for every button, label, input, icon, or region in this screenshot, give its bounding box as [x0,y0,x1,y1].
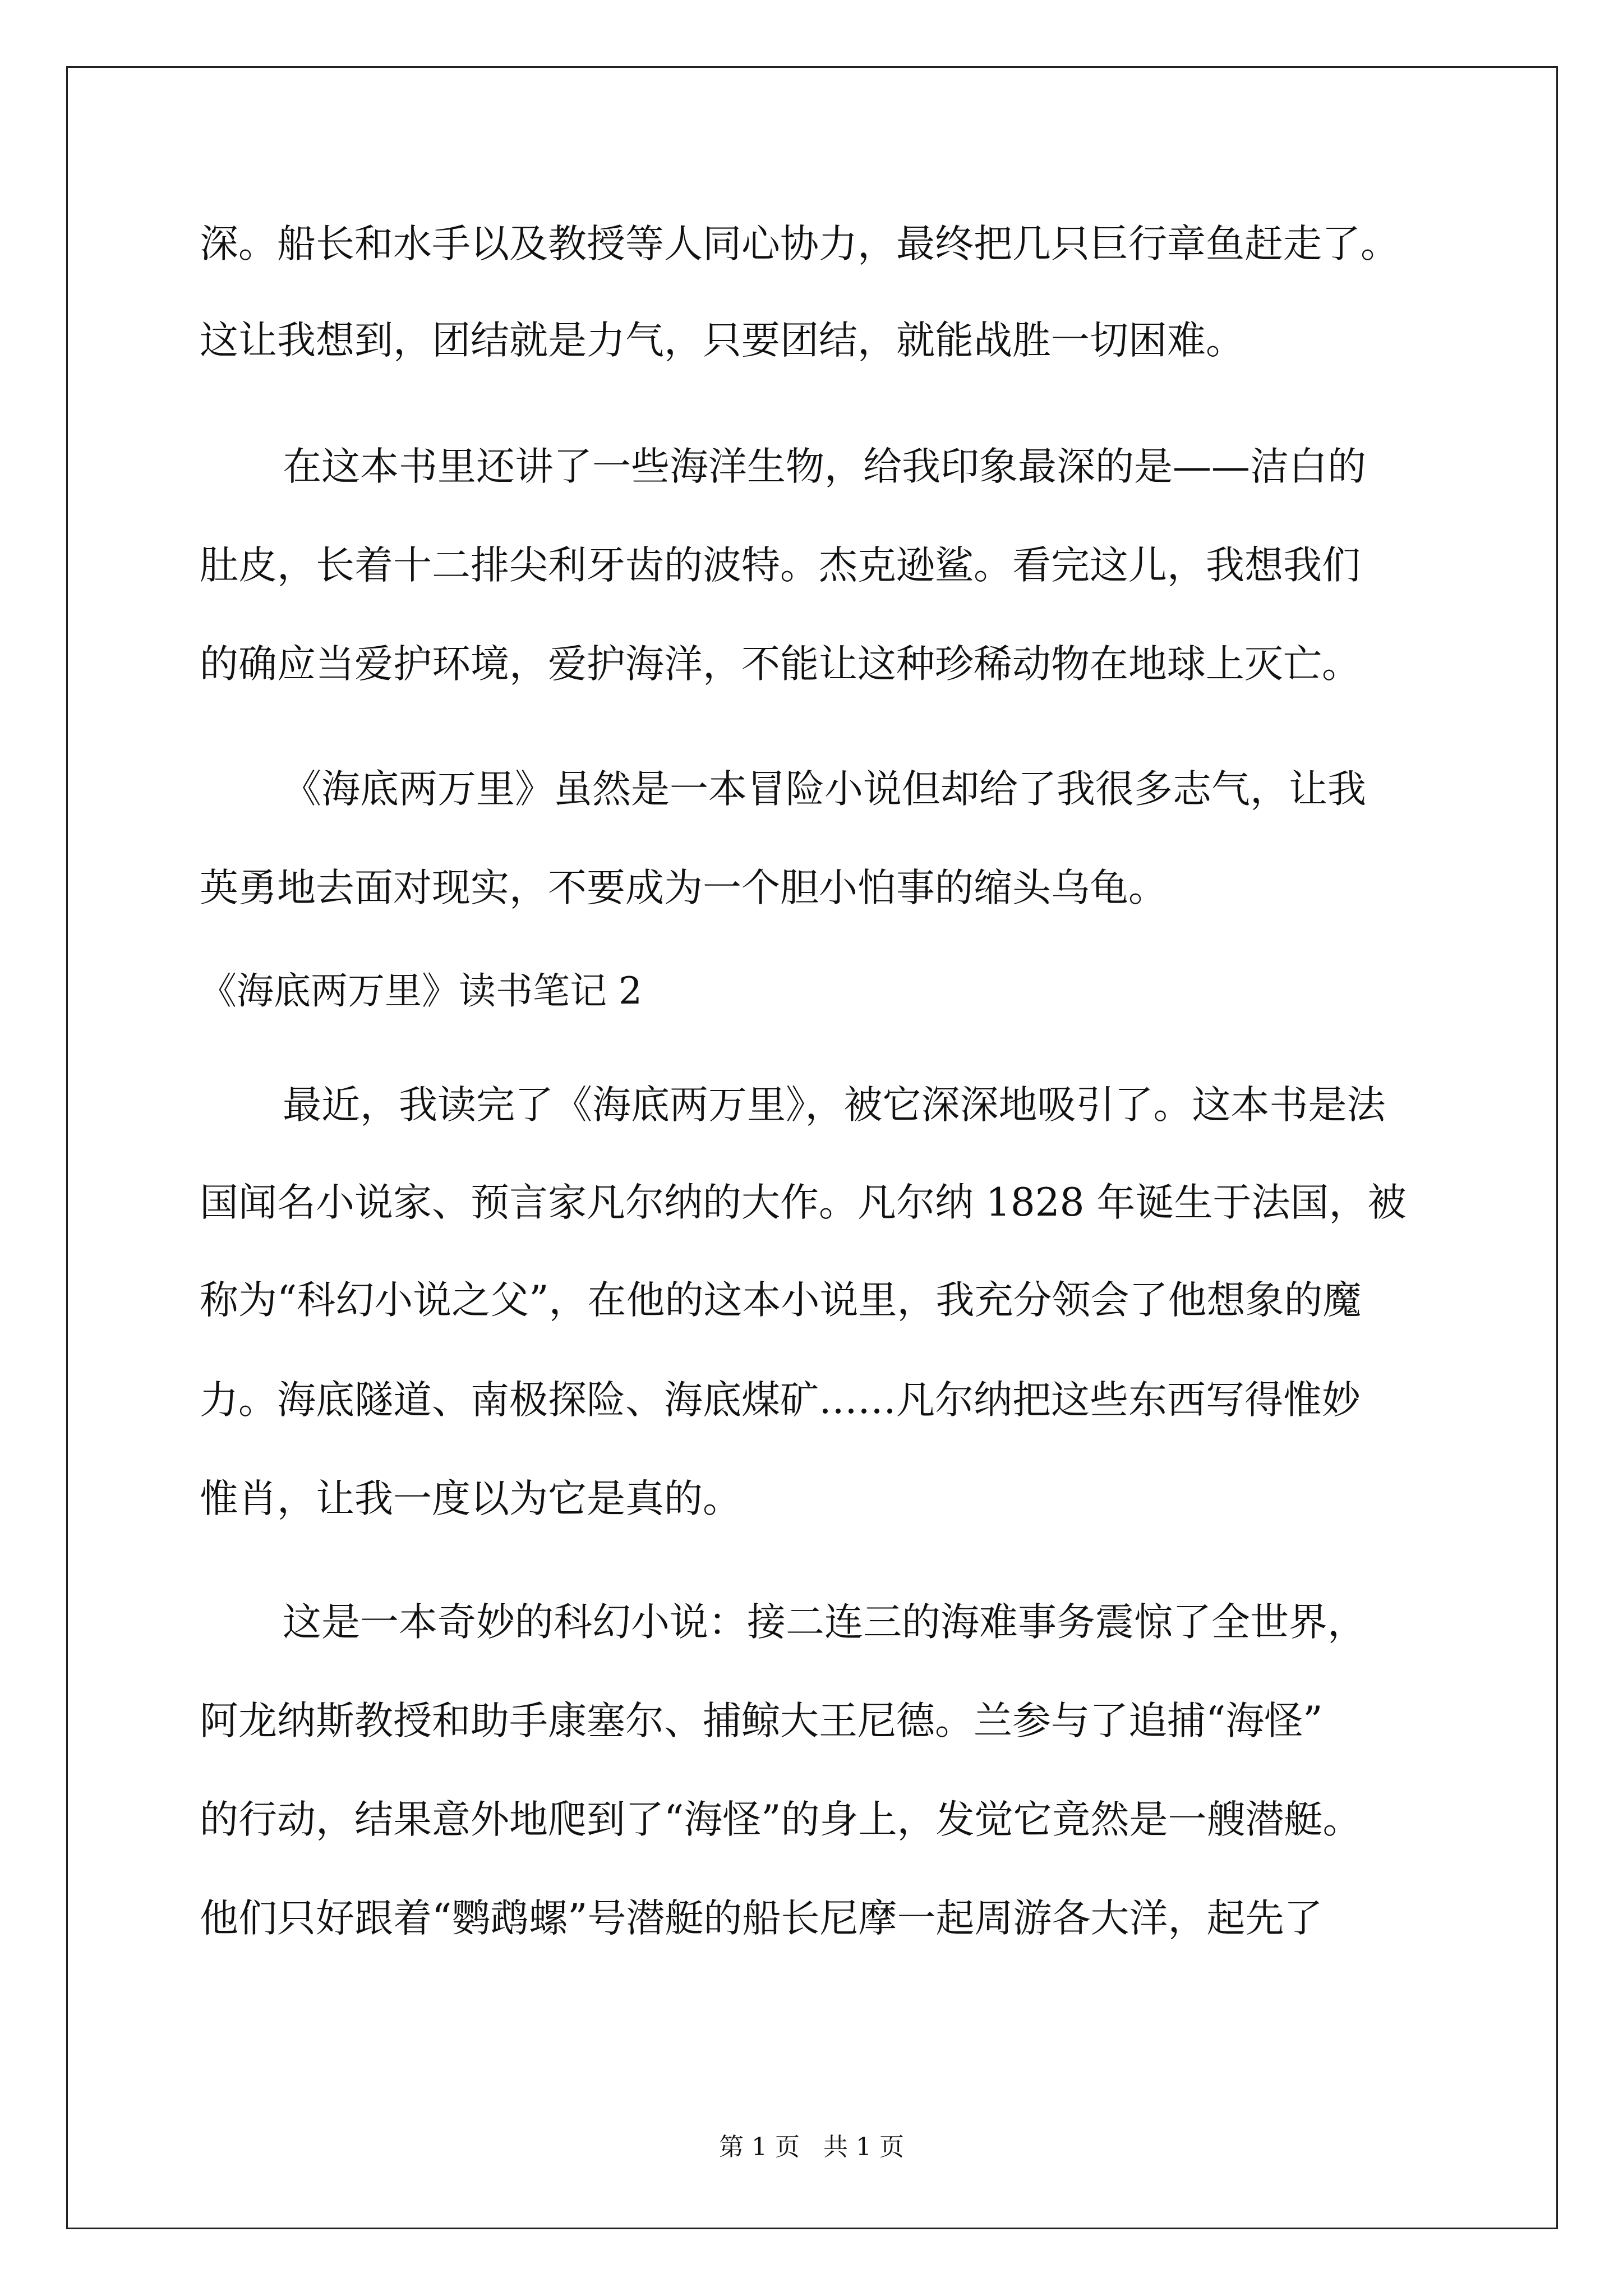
paragraph-line: 他们只好跟着“鹦鹉螺”号潜艇的船长尼摩一起周游各大洋，起先了 [200,1896,1323,1941]
paragraph-line: 阿龙纳斯教授和助手康塞尔、捕鲸大王尼德。兰参与了追捕“海怪” [200,1699,1323,1743]
paragraph-line: 力。海底隧道、南极探险、海底煤矿……凡尔纳把这些东西写得惟妙 [200,1378,1361,1423]
paragraph-line: 肚皮，长着十二排尖利牙齿的波特。杰克逊鲨。看完这儿，我想我们 [200,543,1361,588]
paragraph-line: 国闻名小说家、预言家凡尔纳的大作。凡尔纳 1828 年诞生于法国，被 [200,1180,1407,1225]
page-footer: 第 1 页 共 1 页 [719,2133,904,2161]
paragraph-line: 《海底两万里》虽然是一本冒险小说但却给了我很多志气，让我 [283,767,1366,812]
paragraph-line: 深。船长和水手以及教授等人同心协力，最终把几只巨行章鱼赶走了。 [200,222,1399,266]
paragraph-line: 这让我想到，团结就是力气，只要团结，就能战胜一切困难。 [200,318,1244,363]
paragraph-line: 在这本书里还讲了一些海洋生物，给我印象最深的是——洁白的 [283,444,1366,489]
paragraph-line: 这是一本奇妙的科幻小说：接二连三的海难事务震惊了全世界， [283,1600,1366,1645]
paragraph-line: 最近，我读完了《海底两万里》，被它深深地吸引了。这本书是法 [283,1083,1386,1128]
section-heading: 《海底两万里》读书笔记 2 [200,969,642,1013]
paragraph-line: 的确应当爱护环境，爱护海洋，不能让这种珍稀动物在地球上灭亡。 [200,642,1361,687]
paragraph-line: 惟肖，让我一度以为它是真的。 [200,1476,741,1521]
paragraph-line: 称为“科幻小说之父”，在他的这本小说里，我充分领会了他想象的魔 [200,1278,1362,1323]
paragraph-line: 的行动，结果意外地爬到了“海怪”的身上，发觉它竟然是一艘潜艇。 [200,1797,1362,1842]
paragraph-line: 英勇地去面对现实，不要成为一个胆小怕事的缩头乌龟。 [200,866,1167,910]
